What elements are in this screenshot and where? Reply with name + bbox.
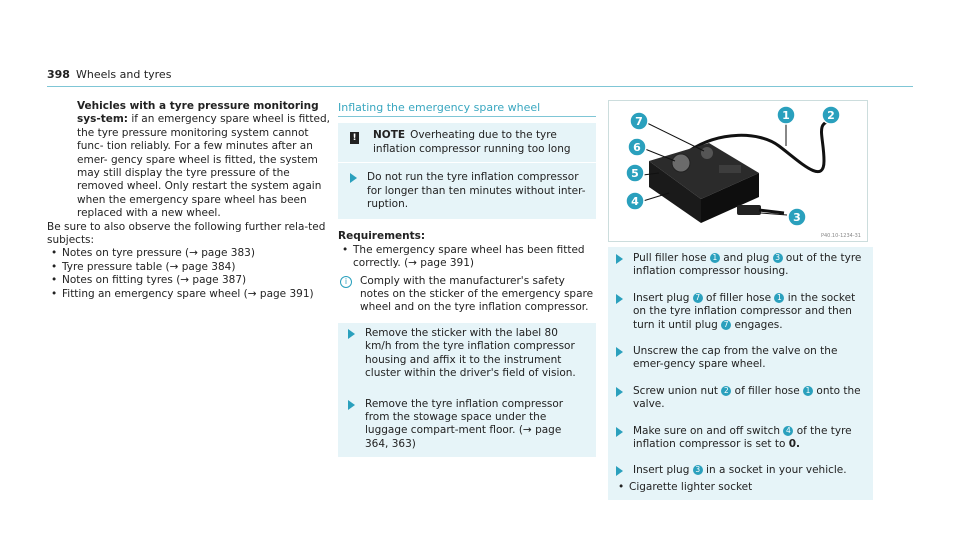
related-links	[47, 247, 337, 301]
note-row	[348, 129, 586, 156]
step-text: out of the tyre inflation compressor housing.	[633, 252, 862, 278]
tpms-line: tion reliably. For a few minutes after an emer-	[77, 140, 313, 166]
related-link[interactable]: • Fitting an emergency spare wheel (→ page 391)	[47, 288, 337, 301]
steps-box	[338, 323, 596, 457]
svg-text:5: 5	[631, 167, 639, 180]
step-text: Unscrew the cap from the valve on the emer-gency spare wheel.	[633, 345, 838, 371]
plug-cable	[759, 210, 784, 213]
socket-item: • Cigarette lighter socket	[614, 481, 865, 494]
svg-text:7: 7	[635, 115, 643, 128]
svg-text:6: 6	[633, 141, 641, 154]
socket-list	[614, 481, 865, 494]
note-step-text: Do not run the tyre inflation compressor for longer than ten minutes without inter-ruption.	[367, 171, 586, 211]
tpms-line: wheel. Only restart the system again when the	[77, 180, 322, 206]
illustration-code: P40.10-1234-31	[820, 233, 861, 239]
tpms-line: emergency spare wheel has been replaced	[77, 193, 307, 220]
steps-box	[608, 247, 873, 500]
tpms-line: with a new wheel.	[125, 207, 221, 220]
step-text: in the socket on the tyre inflation compressor and then turn it until plug	[633, 291, 856, 331]
marker-3: 3	[773, 253, 783, 263]
tpms-line: tyre pressure monitoring system cannot func-	[77, 126, 309, 153]
requirements-title: Requirements:	[338, 230, 426, 243]
related-link[interactable]: • Notes on fitting tyres (→ page 387)	[47, 274, 337, 287]
step-text: Screw union nut	[633, 384, 718, 397]
related-intro: Be sure to also observe the following further rela-ted subjects:	[47, 220, 326, 247]
compressor-illustration	[608, 100, 868, 242]
pressure-gauge	[672, 154, 690, 172]
column-2	[338, 100, 596, 457]
marker-7: 7	[721, 320, 731, 330]
step-text: Pull filler hose	[633, 252, 707, 264]
step-item	[346, 398, 586, 452]
tpms-line: if an emergency spare wheel is fitted, the	[77, 113, 330, 139]
info-note	[338, 275, 596, 315]
tpms-line: still display the tyre pressure of the removed	[77, 167, 290, 193]
step-item	[614, 464, 865, 477]
page-header	[47, 68, 171, 81]
requirements-list	[338, 244, 596, 271]
step-text: onto the valve.	[633, 384, 861, 411]
note-divider	[338, 162, 596, 163]
tpms-heading: Vehicles with a tyre pressure monitoring sys-tem:	[77, 100, 319, 126]
related-link[interactable]: • Notes on tyre pressure (→ page 383)	[47, 247, 337, 260]
step-text: Insert plug	[633, 464, 690, 477]
step-item	[614, 425, 865, 452]
callout-1	[777, 106, 795, 124]
step-item	[614, 292, 865, 332]
note-step	[348, 171, 586, 211]
plug	[737, 205, 761, 215]
column-1	[47, 100, 337, 301]
callout-5	[626, 164, 644, 182]
note-box	[338, 123, 596, 219]
info-icon: i	[340, 276, 352, 288]
marker-7: 7	[693, 293, 703, 303]
page-number: 398	[47, 68, 70, 81]
svg-text:1: 1	[782, 109, 790, 122]
step-text: of filler hose	[706, 291, 772, 304]
marker-3: 3	[693, 465, 703, 475]
note-label: NOTE	[373, 129, 406, 142]
marker-1: 1	[803, 386, 813, 396]
info-text: Comply with the manufacturer's safety notes on the sticker of the emergency spare wheel and on the tyre inflation compressor.	[360, 274, 594, 314]
step-text: of the tyre inflation compressor is set to	[633, 424, 852, 451]
callout-2	[822, 106, 840, 124]
marker-4: 4	[783, 426, 793, 436]
step-arrow-icon	[616, 347, 623, 357]
step-text: Insert plug	[633, 291, 690, 304]
chapter-title: Wheels and tyres	[75, 68, 172, 81]
marker-1: 1	[710, 253, 720, 263]
step-item	[614, 252, 865, 279]
related-link[interactable]: • Tyre pressure table (→ page 384)	[47, 261, 337, 274]
callout-7	[630, 112, 648, 130]
step-arrow-icon	[616, 466, 623, 476]
warning-icon: !	[350, 132, 359, 144]
header-rule	[47, 86, 913, 87]
step-text: engages.	[734, 318, 783, 331]
column-3	[608, 100, 873, 500]
step-text: Make sure on and off switch	[633, 424, 781, 437]
step-arrow-icon	[616, 427, 623, 437]
compressor-drawing	[609, 101, 867, 241]
step-arrow-icon	[348, 329, 355, 339]
tpms-paragraph	[77, 100, 337, 221]
step-arrow-icon	[616, 254, 623, 264]
svg-text:4: 4	[631, 195, 639, 208]
switch-position: 0.	[788, 438, 801, 451]
marker-2: 2	[721, 386, 731, 396]
requirement-item: • The emergency spare wheel has been fitted correctly. (→ page 391)	[338, 244, 596, 271]
step-text: Remove the tyre inflation compressor from the stowage space under the luggage compart-ment floor. (→ page 364, 363)	[365, 397, 564, 450]
step-arrow-icon	[616, 294, 623, 304]
sticker	[719, 165, 741, 173]
step-arrow-icon	[616, 387, 623, 397]
hose-socket	[701, 147, 713, 159]
step-text: of filler hose	[734, 384, 800, 397]
step-text: and plug	[723, 252, 770, 264]
step-item	[346, 327, 586, 381]
section-rule	[338, 116, 596, 117]
callout-6	[628, 138, 646, 156]
tpms-line: gency spare wheel is fitted, the system may	[77, 153, 318, 180]
step-text: in a socket in your vehicle.	[706, 464, 847, 477]
step-arrow-icon	[348, 400, 355, 410]
step-item	[614, 345, 865, 372]
callout-4	[626, 192, 644, 210]
svg-text:2: 2	[827, 109, 835, 122]
marker-1: 1	[774, 293, 784, 303]
step-arrow-icon	[350, 173, 357, 183]
step-item	[614, 385, 865, 412]
note-text: Overheating due to the tyre inflation compressor running too long	[373, 129, 571, 155]
svg-text:3: 3	[793, 211, 801, 224]
section-title: Inflating the emergency spare wheel	[338, 101, 541, 114]
callout-3	[788, 208, 806, 226]
step-text: Remove the sticker with the label 80 km/h from the tyre inflation compressor housing and affix it to the instrument cluster within the driver's field of vision.	[365, 326, 576, 380]
